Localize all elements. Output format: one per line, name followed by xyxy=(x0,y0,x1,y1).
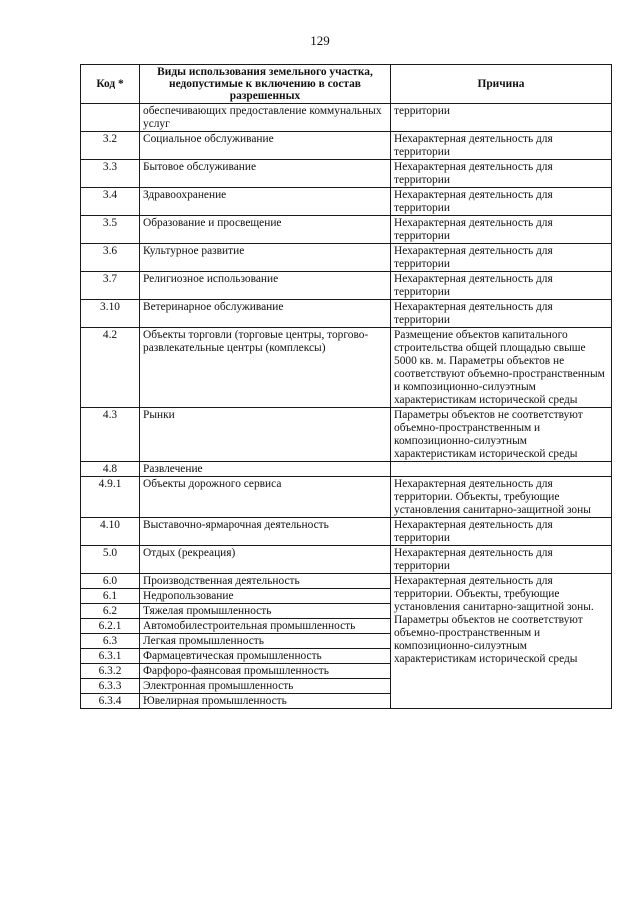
row-reason: Размещение объектов капитального строительства общей площадью свыше 5000 кв. м. Параметры объектов не соответствуют объемно-пространственным и композиционно-силуэтным характеристикам исторической среды xyxy=(391,328,612,408)
table-row xyxy=(81,574,612,589)
table-row xyxy=(81,272,612,300)
row-reason: Нехарактерная деятельность для территории xyxy=(391,160,612,188)
row-reason: территории xyxy=(391,104,612,132)
row-code: 3.5 xyxy=(81,216,140,244)
table-row xyxy=(81,477,612,518)
table-row xyxy=(81,546,612,574)
row-code: 4.3 xyxy=(81,408,140,462)
row-reason: Нехарактерная деятельность для территории xyxy=(391,188,612,216)
table-row xyxy=(81,216,612,244)
row-reason: Нехарактерная деятельность для территории xyxy=(391,216,612,244)
page-number: 129 xyxy=(310,33,330,48)
row-code: 6.2 xyxy=(81,604,140,619)
row-usage-type: Электронная промышленность xyxy=(140,679,391,694)
row-reason: Нехарактерная деятельность для территории xyxy=(391,546,612,574)
row-reason xyxy=(391,462,612,477)
row-code: 6.0 xyxy=(81,574,140,589)
header-code: Код * xyxy=(81,65,140,104)
row-usage-type: Фарфоро-фаянсовая промышленность xyxy=(140,664,391,679)
row-usage-type: Выставочно-ярмарочная деятельность xyxy=(140,518,391,546)
row-usage-type: Недропользование xyxy=(140,589,391,604)
industry-reason: Нехарактерная деятельность для территории. Объекты, требующие установления санитарно-защитной зоны. Параметры объектов не соответствуют объемно-пространственным и композиционно-силуэтным характеристикам исторической среды xyxy=(391,574,612,709)
row-usage-type: Отдых (рекреация) xyxy=(140,546,391,574)
table-header-row xyxy=(81,65,612,104)
row-usage-type: Производственная деятельность xyxy=(140,574,391,589)
row-code: 4.2 xyxy=(81,328,140,408)
row-code: 3.3 xyxy=(81,160,140,188)
row-reason: Нехарактерная деятельность для территории xyxy=(391,272,612,300)
row-usage-type: Образование и просвещение xyxy=(140,216,391,244)
row-usage-type: Автомобилестроительная промышленность xyxy=(140,619,391,634)
row-code: 6.3.3 xyxy=(81,679,140,694)
row-code: 6.3.2 xyxy=(81,664,140,679)
row-usage-type: Развлечение xyxy=(140,462,391,477)
row-code: 5.0 xyxy=(81,546,140,574)
row-usage-type: Социальное обслуживание xyxy=(140,132,391,160)
row-reason: Нехарактерная деятельность для территории xyxy=(391,244,612,272)
row-usage-type: Бытовое обслуживание xyxy=(140,160,391,188)
header-reason: Причина xyxy=(391,65,612,104)
table-row xyxy=(81,132,612,160)
table-row xyxy=(81,462,612,477)
row-code: 4.8 xyxy=(81,462,140,477)
row-usage-type: Ювелирная промышленность xyxy=(140,694,391,709)
row-usage-type: Религиозное использование xyxy=(140,272,391,300)
table-row xyxy=(81,160,612,188)
row-code: 6.3.1 xyxy=(81,649,140,664)
row-usage-type: Легкая промышленность xyxy=(140,634,391,649)
row-reason: Нехарактерная деятельность для территории xyxy=(391,300,612,328)
row-usage-type: Культурное развитие xyxy=(140,244,391,272)
row-code: 3.7 xyxy=(81,272,140,300)
table-row xyxy=(81,408,612,462)
row-code: 3.10 xyxy=(81,300,140,328)
table-row xyxy=(81,104,612,132)
table-row xyxy=(81,244,612,272)
row-usage-type: Тяжелая промышленность xyxy=(140,604,391,619)
row-code xyxy=(81,104,140,132)
row-usage-type: Объекты торговли (торговые центры, торгово-развлекательные центры (комплексы) xyxy=(140,328,391,408)
row-usage-type: Объекты дорожного сервиса xyxy=(140,477,391,518)
row-usage-type: обеспечивающих предоставление коммунальных услуг xyxy=(140,104,391,132)
row-reason: Нехарактерная деятельность для территории xyxy=(391,132,612,160)
row-usage-type: Ветеринарное обслуживание xyxy=(140,300,391,328)
row-code: 3.4 xyxy=(81,188,140,216)
table-row xyxy=(81,188,612,216)
row-reason: Нехарактерная деятельность для территории xyxy=(391,518,612,546)
row-usage-type: Фармацевтическая промышленность xyxy=(140,649,391,664)
table-body xyxy=(81,104,612,709)
row-code: 6.1 xyxy=(81,589,140,604)
table-row xyxy=(81,518,612,546)
row-usage-type: Здравоохранение xyxy=(140,188,391,216)
row-reason: Нехарактерная деятельность для территории. Объекты, требующие установления санитарно-защитной зоны xyxy=(391,477,612,518)
row-reason: Параметры объектов не соответствуют объемно-пространственным и композиционно-силуэтным характеристикам исторической среды xyxy=(391,408,612,462)
row-code: 4.10 xyxy=(81,518,140,546)
table-row xyxy=(81,300,612,328)
row-code: 6.3.4 xyxy=(81,694,140,709)
header-usage-type: Виды использования земельного участка, недопустимые к включению в состав разрешенных xyxy=(140,65,391,104)
row-code: 3.2 xyxy=(81,132,140,160)
row-code: 4.9.1 xyxy=(81,477,140,518)
row-code: 6.2.1 xyxy=(81,619,140,634)
row-usage-type: Рынки xyxy=(140,408,391,462)
row-code: 3.6 xyxy=(81,244,140,272)
row-code: 6.3 xyxy=(81,634,140,649)
table-row xyxy=(81,328,612,408)
land-use-table xyxy=(80,64,612,709)
